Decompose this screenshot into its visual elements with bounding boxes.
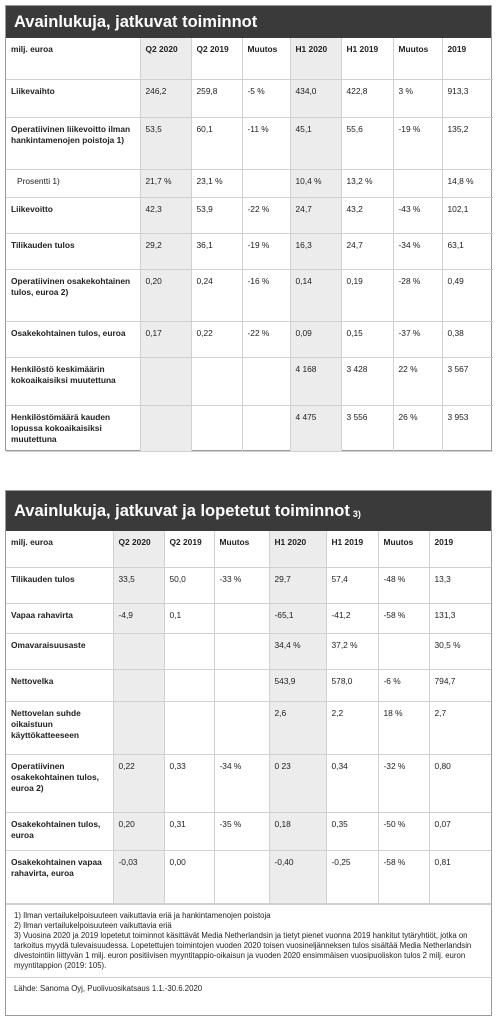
table-cell: -41,2 — [326, 603, 378, 633]
table-cell — [242, 169, 290, 197]
table-cell: 4 168 — [290, 357, 341, 405]
table-cell — [113, 701, 164, 754]
table-cell: 259,8 — [191, 79, 242, 117]
table-cell: 3 428 — [341, 357, 393, 405]
table-cell: 24,7 — [290, 197, 341, 233]
table-cell: 0,22 — [113, 754, 164, 812]
table-cell: 578,0 — [326, 669, 378, 701]
table-cell: 434,0 — [290, 79, 341, 117]
table-cell: 36,1 — [191, 233, 242, 269]
table-cell: -5 % — [242, 79, 290, 117]
column-header: H1 2020 — [290, 38, 341, 79]
table-cell: -33 % — [214, 567, 269, 603]
table-cell — [214, 603, 269, 633]
table-cell — [214, 669, 269, 701]
table-cell: 4 475 — [290, 405, 341, 451]
table-row — [6, 197, 493, 233]
table-cell — [113, 633, 164, 669]
table1 — [6, 38, 493, 452]
table-cell — [113, 669, 164, 701]
table-cell: 0,15 — [341, 321, 393, 357]
table-cell: 13,3 — [429, 567, 491, 603]
table-cell — [164, 669, 214, 701]
table-cell — [164, 701, 214, 754]
table-cell — [191, 357, 242, 405]
table-cell: -0,03 — [113, 850, 164, 903]
table-cell: 0,20 — [140, 269, 191, 321]
table-cell: 13,2 % — [341, 169, 393, 197]
source-note: Lähde: Sanoma Oyj, Puolivuosikatsaus 1.1.-30.6.2020 — [6, 977, 491, 999]
table-cell: -35 % — [214, 812, 269, 850]
table-cell — [393, 169, 442, 197]
column-header: 2019 — [429, 531, 491, 567]
footnote-3: 3) Vuosina 2020 ja 2019 lopetetut toiminnot käsittävät Media Netherlandsin ja tietyt pienet vuonna 2019 hankitut tytäryhtiöt, jotka on tarkoitus myydä tulevaisuudessa. Lopetettujen toimintojen vuoden 2020 toisen vuosineljänneksen tulos sisältää Media Netherlandsin divestointiin liittyvän 1 milj. euron positiivisen myyntitappio-oikaisun ja vuoden 2020 ensimmäisen vuosipuoliskon tulos 2 milj. euron myyntitappion (2019: 105). — [14, 930, 472, 970]
table2-title-bar — [6, 491, 491, 531]
table-cell: 3 953 — [442, 405, 493, 451]
table-cell: 0,07 — [429, 812, 491, 850]
table-cell: -37 % — [393, 321, 442, 357]
table-cell: -28 % — [393, 269, 442, 321]
table-cell: 2,7 — [429, 701, 491, 754]
column-header: Q2 2019 — [164, 531, 214, 567]
table-cell: 23,1 % — [191, 169, 242, 197]
table-cell: 0,18 — [269, 812, 326, 850]
table-cell — [378, 633, 429, 669]
column-header: milj. euroa — [6, 38, 140, 79]
table-cell — [242, 357, 290, 405]
table-cell: -34 % — [393, 233, 442, 269]
table-cell: 0,49 — [442, 269, 493, 321]
row-label: Osakekohtainen tulos, euroa — [6, 812, 113, 850]
row-label: Tilikauden tulos — [6, 567, 113, 603]
table-cell: 21,7 % — [140, 169, 191, 197]
column-header: Muutos — [378, 531, 429, 567]
table-cell: 102,1 — [442, 197, 493, 233]
table-row — [6, 405, 493, 451]
table-cell: 422,8 — [341, 79, 393, 117]
table2 — [6, 531, 491, 904]
table-cell: 131,3 — [429, 603, 491, 633]
table-cell: 34,4 % — [269, 633, 326, 669]
table-cell: 55,6 — [341, 117, 393, 169]
column-header: H1 2020 — [269, 531, 326, 567]
table-row — [6, 754, 491, 812]
table-cell — [140, 357, 191, 405]
table-cell: 0,24 — [191, 269, 242, 321]
table-cell: 33,5 — [113, 567, 164, 603]
table-cell: 794,7 — [429, 669, 491, 701]
table-cell: 14,8 % — [442, 169, 493, 197]
table-cell: 24,7 — [341, 233, 393, 269]
table1-title: Avainlukuja, jatkuvat toiminnot — [14, 12, 258, 31]
table-cell: 0,33 — [164, 754, 214, 812]
row-label: Tilikauden tulos — [6, 233, 140, 269]
footnotes — [6, 904, 491, 971]
table-cell: 45,1 — [290, 117, 341, 169]
table-cell: -32 % — [378, 754, 429, 812]
footnote-1: 1) Ilman vertailukelpoisuuteen vaikuttavia eriä ja hankintamenojen poistoja — [14, 910, 271, 920]
column-header: H1 2019 — [326, 531, 378, 567]
row-label: Nettovelan suhde oikaistuun käyttökatteeseen — [6, 701, 113, 754]
table-cell: 53,9 — [191, 197, 242, 233]
table-row — [6, 633, 491, 669]
table1-title-bar — [6, 6, 491, 38]
table-cell: -6 % — [378, 669, 429, 701]
table-cell: 0 23 — [269, 754, 326, 812]
column-header: Q2 2020 — [140, 38, 191, 79]
table-cell: -4,9 — [113, 603, 164, 633]
table-row — [6, 269, 493, 321]
table-cell: 53,5 — [140, 117, 191, 169]
table-cell — [140, 405, 191, 451]
column-header: Muutos — [393, 38, 442, 79]
table2-title-note: 3) — [352, 508, 361, 519]
table-cell — [214, 701, 269, 754]
table2-title: Avainlukuja, jatkuvat ja lopetetut toiminnot — [14, 501, 350, 520]
table-row — [6, 701, 491, 754]
table-cell: 30,5 % — [429, 633, 491, 669]
table-cell: 0,31 — [164, 812, 214, 850]
table-cell: 63,1 — [442, 233, 493, 269]
table-cell: 0,00 — [164, 850, 214, 903]
table-cell: -58 % — [378, 850, 429, 903]
table-cell: 3 % — [393, 79, 442, 117]
table-cell: 0,17 — [140, 321, 191, 357]
column-header: Muutos — [214, 531, 269, 567]
table-cell: -16 % — [242, 269, 290, 321]
table-cell: 913,3 — [442, 79, 493, 117]
table-cell — [214, 633, 269, 669]
table-row — [6, 321, 493, 357]
row-label: Nettovelka — [6, 669, 113, 701]
table-cell: 42,3 — [140, 197, 191, 233]
table-cell: 0,1 — [164, 603, 214, 633]
table-cell: 26 % — [393, 405, 442, 451]
table-cell: 16,3 — [290, 233, 341, 269]
row-label: Henkilöstömäärä kauden lopussa kokoaikaisiksi muutettuna — [6, 405, 140, 451]
table-cell: -0,25 — [326, 850, 378, 903]
table-cell — [242, 405, 290, 451]
table-row — [6, 669, 491, 701]
table-cell: 0,34 — [326, 754, 378, 812]
column-header: milj. euroa — [6, 531, 113, 567]
table-row — [6, 357, 493, 405]
table-cell — [214, 850, 269, 903]
column-header: Muutos — [242, 38, 290, 79]
table-cell: 2,2 — [326, 701, 378, 754]
row-label: Operatiivinen osakekohtainen tulos, euroa 2) — [6, 269, 140, 321]
table-cell: -65,1 — [269, 603, 326, 633]
column-header: Q2 2020 — [113, 531, 164, 567]
table-cell: -0,40 — [269, 850, 326, 903]
table-cell: 37,2 % — [326, 633, 378, 669]
table-cell: 0,20 — [113, 812, 164, 850]
column-header: Q2 2019 — [191, 38, 242, 79]
table-cell: 3 556 — [341, 405, 393, 451]
table-row — [6, 567, 491, 603]
row-label: Henkilöstö keskimäärin kokoaikaisiksi muutettuna — [6, 357, 140, 405]
row-label: Osakekohtainen vapaa rahavirta, euroa — [6, 850, 113, 903]
table-cell: 57,4 — [326, 567, 378, 603]
table-row — [6, 117, 493, 169]
table-cell: 22 % — [393, 357, 442, 405]
table-cell: 0,38 — [442, 321, 493, 357]
table-row — [6, 850, 491, 903]
table-cell: 43,2 — [341, 197, 393, 233]
row-label: Liikevaihto — [6, 79, 140, 117]
table-cell: -48 % — [378, 567, 429, 603]
table-cell: 0,22 — [191, 321, 242, 357]
table-cell: 0,09 — [290, 321, 341, 357]
table-cell: -34 % — [214, 754, 269, 812]
table-cell: -58 % — [378, 603, 429, 633]
key-figures-continuing-panel — [5, 5, 492, 451]
table-cell: -11 % — [242, 117, 290, 169]
table-cell: 50,0 — [164, 567, 214, 603]
table-cell: -50 % — [378, 812, 429, 850]
table-cell: 246,2 — [140, 79, 191, 117]
table-row — [6, 79, 493, 117]
table-cell: 29,7 — [269, 567, 326, 603]
column-header: H1 2019 — [341, 38, 393, 79]
table-cell: 2,6 — [269, 701, 326, 754]
header-row — [6, 38, 493, 79]
table-cell: 543,9 — [269, 669, 326, 701]
table-row — [6, 812, 491, 850]
footnote-2: 2) Ilman vertailukelpoisuuteen vaikuttavia eriä — [14, 920, 172, 930]
row-label: Operatiivinen osakekohtainen tulos, euroa 2) — [6, 754, 113, 812]
table-row — [6, 169, 493, 197]
table-cell: -19 % — [242, 233, 290, 269]
table-row — [6, 603, 491, 633]
table-cell: 18 % — [378, 701, 429, 754]
row-label: Omavaraisuusaste — [6, 633, 113, 669]
table-cell: 10,4 % — [290, 169, 341, 197]
column-header: 2019 — [442, 38, 493, 79]
table-row — [6, 233, 493, 269]
table-cell: 29,2 — [140, 233, 191, 269]
row-label: Osakekohtainen tulos, euroa — [6, 321, 140, 357]
table-cell — [164, 633, 214, 669]
table-cell: -22 % — [242, 197, 290, 233]
key-figures-all-panel — [5, 490, 492, 1016]
table-cell: 0,14 — [290, 269, 341, 321]
table-cell — [191, 405, 242, 451]
table-cell: 3 567 — [442, 357, 493, 405]
row-label: Operatiivinen liikevoitto ilman hankintamenojen poistoja 1) — [6, 117, 140, 169]
table-cell: 0,80 — [429, 754, 491, 812]
table-cell: 60,1 — [191, 117, 242, 169]
row-label: Liikevoitto — [6, 197, 140, 233]
row-label: Vapaa rahavirta — [6, 603, 113, 633]
table-cell: -43 % — [393, 197, 442, 233]
table-cell: -22 % — [242, 321, 290, 357]
table-cell: 0,81 — [429, 850, 491, 903]
row-label: Prosentti 1) — [6, 169, 140, 197]
table-cell: 0,35 — [326, 812, 378, 850]
table-cell: 135,2 — [442, 117, 493, 169]
table-cell: 0,19 — [341, 269, 393, 321]
table-cell: -19 % — [393, 117, 442, 169]
header-row — [6, 531, 491, 567]
